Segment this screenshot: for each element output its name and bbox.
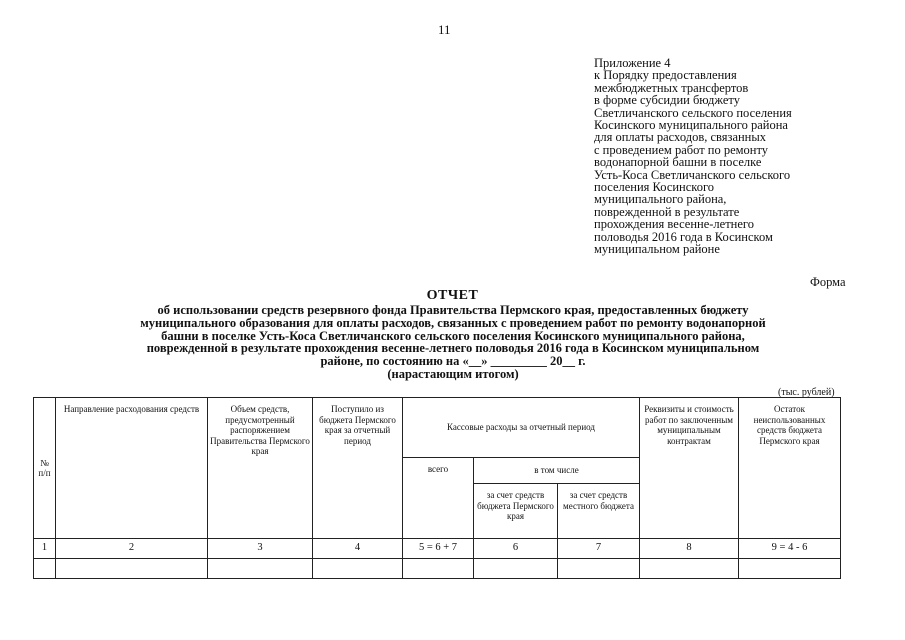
column-number: 5 = 6 + 7 <box>403 539 474 559</box>
column-number: 9 = 4 - 6 <box>739 539 841 559</box>
subtitle-line: башни в поселке Усть-Коса Светличанского сельского поселения Косинского муниципального района, <box>161 328 745 343</box>
column-number: 8 <box>640 539 739 559</box>
table-cell <box>558 559 640 579</box>
header-including: в том числе <box>474 458 640 484</box>
table-cell <box>474 559 558 579</box>
appendix-block <box>594 57 854 256</box>
appendix-line: в форме субсидии бюджету <box>594 93 740 108</box>
subtitle-line: (нарастающим итогом) <box>387 366 519 381</box>
table-cell <box>208 559 313 579</box>
table-cell <box>34 559 56 579</box>
appendix-line: муниципальном районе <box>594 242 720 257</box>
appendix-line: межбюджетных трансфертов <box>594 80 749 95</box>
column-number: 6 <box>474 539 558 559</box>
appendix-line: поселения Косинского <box>594 180 715 195</box>
header-num: № п/п <box>34 398 56 539</box>
appendix-line: Косинского муниципального района <box>594 118 788 133</box>
appendix-line: с проведением работ по ремонту <box>594 142 769 157</box>
header-requisites: Реквизиты и стоимость работ по заключенным муниципальным контрактам <box>640 398 739 539</box>
table-row <box>34 559 841 579</box>
subtitle-line: об использовании средств резервного фонда Правительства Пермского края, предоставленных бюджету <box>157 303 749 317</box>
appendix-line: Светличанского сельского поселения <box>594 105 792 120</box>
appendix-line: Усть-Коса Светличанского сельского <box>594 167 791 182</box>
form-label: Форма <box>810 275 846 289</box>
appendix-line: поврежденной в результате <box>594 204 740 219</box>
table-cell <box>640 559 739 579</box>
header-volume: Объем средств, предусмотренный распоряжением Правительства Пермского края <box>208 398 313 539</box>
appendix-line: к Порядку предоставления <box>594 68 737 83</box>
subtitle-line: муниципального образования для оплаты расходов, связанных с проведением работ по ремонту водонапорной <box>140 315 766 330</box>
report-title: ОТЧЕТ <box>426 288 479 303</box>
appendix-line: Приложение 4 <box>594 56 671 70</box>
appendix-line: половодья 2016 года в Косинском <box>594 229 773 244</box>
table-cell <box>313 559 403 579</box>
appendix-line: муниципального района, <box>594 192 727 207</box>
report-subtitle <box>68 304 838 381</box>
subtitle-line: поврежденной в результате прохождения весенне-летнего половодья 2016 года в Косинском муниципальном <box>146 341 760 356</box>
page-number: 11 <box>438 22 451 37</box>
table-cell <box>739 559 841 579</box>
table-cell <box>56 559 208 579</box>
header-received: Поступило из бюджета Пермского края за отчетный период <box>313 398 403 539</box>
column-number: 2 <box>56 539 208 559</box>
column-number: 1 <box>34 539 56 559</box>
appendix-line: водонапорной башни в поселке <box>594 155 762 170</box>
appendix-line: для оплаты расходов, связанных <box>594 130 767 145</box>
subtitle-line: районе, по состоянию на «__» _________ 20__ г. <box>320 354 586 369</box>
column-numbers-row <box>34 539 841 559</box>
column-number: 7 <box>558 539 640 559</box>
table-cell <box>403 559 474 579</box>
units-label: (тыс. рублей) <box>778 387 835 398</box>
header-total: всего <box>403 458 474 539</box>
header-remainder: Остаток неиспользованных средств бюджета Пермского края <box>739 398 841 539</box>
header-cash-expenses: Кассовые расходы за отчетный период <box>403 398 640 458</box>
column-number: 4 <box>313 539 403 559</box>
column-number: 3 <box>208 539 313 559</box>
report-table <box>33 397 841 579</box>
header-direction: Направление расходования средств <box>56 398 208 539</box>
appendix-line: прохождения весенне-летнего <box>594 217 754 232</box>
header-local-budget: за счет средств местного бюджета <box>558 484 640 539</box>
header-regional-budget: за счет средств бюджета Пермского края <box>474 484 558 539</box>
